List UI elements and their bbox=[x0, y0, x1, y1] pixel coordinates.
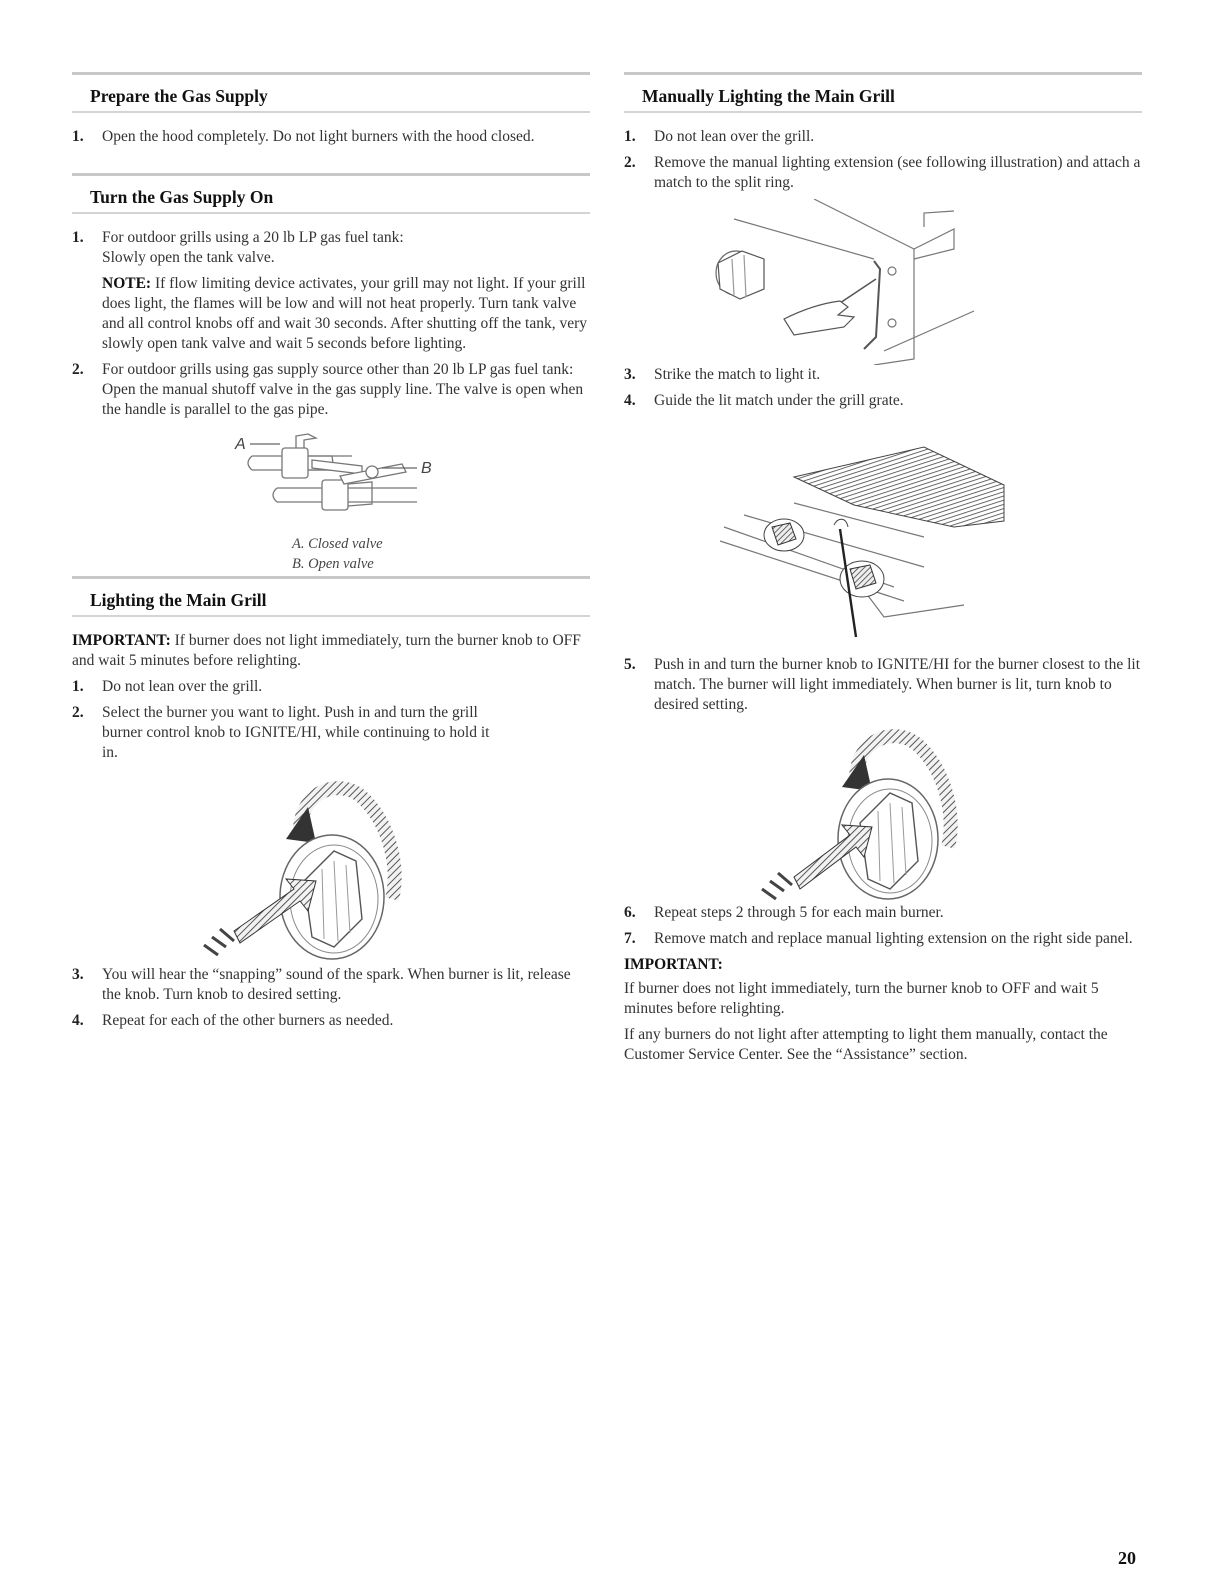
valve-label-b: B bbox=[421, 460, 432, 477]
grate-illustration bbox=[624, 417, 1142, 655]
lighting-main-grill-header bbox=[72, 576, 590, 617]
caption-closed-valve: A. Closed valve bbox=[292, 536, 383, 552]
knob-turn-figure-right bbox=[624, 721, 1142, 903]
section-title: Prepare the Gas Supply bbox=[90, 86, 268, 106]
important-heading: IMPORTANT: bbox=[624, 956, 723, 973]
list-item: 1. For outdoor grills using a 20 lb LP gas fuel tank: Slowly open the tank valve. NOTE: If flow limiting device activates, your grill may not light. If your grill does light, the flames will be low and will not heat properly. Turn tank valve and all control knobs off and wait 30 seconds. After shutting off the tank, very slowly open tank valve and wait 5 seconds before lighting. bbox=[72, 228, 590, 354]
section-title: Turn the Gas Supply On bbox=[90, 187, 274, 207]
list-item: 3. You will hear the “snapping” sound of the spark. When burner is lit, release the knob. Turn knob to desired setting. bbox=[72, 966, 571, 1003]
list-item: 6. Repeat steps 2 through 5 for each main burner. bbox=[624, 904, 944, 921]
turn-gas-supply-on-header bbox=[72, 173, 590, 214]
prepare-gas-supply-header bbox=[72, 72, 590, 113]
valve-illustration bbox=[72, 426, 590, 526]
right-column bbox=[624, 72, 1142, 1071]
page-number: 20 bbox=[1118, 1548, 1136, 1568]
list-item: 2. For outdoor grills using gas supply source other than 20 lb LP gas fuel tank: Open the manual shutoff valve in the gas supply line. The valve is open when the handle is parallel to the gas pipe. bbox=[72, 361, 584, 418]
left-column bbox=[72, 72, 590, 1037]
list-item: 1. Do not lean over the grill. bbox=[72, 678, 263, 695]
list-item: 3. Strike the match to light it. bbox=[624, 366, 821, 383]
section-title: Manually Lighting the Main Grill bbox=[642, 86, 895, 106]
list-item: 4. Guide the lit match under the grill grate. bbox=[624, 392, 904, 409]
extension-illustration bbox=[624, 199, 1142, 365]
grill-grate-figure bbox=[624, 417, 1142, 655]
important-paragraph: If burner does not light immediately, turn the burner knob to OFF and wait 5 minutes before relighting. bbox=[624, 980, 1099, 1017]
section-title: Lighting the Main Grill bbox=[90, 590, 267, 610]
list-item: 5. Push in and turn the burner knob to IGNITE/HI for the burner closest to the lit match. The burner will light immediately. When burner is lit, turn knob to desired setting. bbox=[624, 656, 1140, 713]
list-item: 2. Remove the manual lighting extension (see following illustration) and attach a match to the split ring. bbox=[624, 154, 1141, 191]
note-paragraph: NOTE: If flow limiting device activates, your grill may not light. If your grill does light, the flames will be low and will not heat properly. Turn tank valve and all control knobs off and wait 30 seconds. After shutting off the tank, very slowly open tank valve and wait 5 seconds before lighting. bbox=[102, 275, 587, 352]
lighting-extension-figure bbox=[624, 199, 1142, 365]
valve-figure bbox=[72, 426, 590, 576]
caption-open-valve: B. Open valve bbox=[292, 556, 374, 572]
knob-push-turn-figure bbox=[72, 769, 590, 965]
list-item: 1. Open the hood completely. Do not light burners with the hood closed. bbox=[72, 128, 535, 145]
manually-lighting-header bbox=[624, 72, 1142, 113]
list-item: 1. Do not lean over the grill. bbox=[624, 128, 815, 145]
list-item: 7. Remove match and replace manual lighting extension on the right side panel. bbox=[624, 930, 1133, 947]
important-paragraph: IMPORTANT: If burner does not light immediately, turn the burner knob to OFF and wait 5 minutes before relighting. bbox=[72, 632, 581, 669]
knob-illustration bbox=[72, 769, 590, 965]
knob-illustration-right bbox=[624, 721, 1142, 903]
important-paragraph: If any burners do not light after attempting to light them manually, contact the Customer Service Center. See the “Assistance” section. bbox=[624, 1026, 1108, 1063]
list-item: 4. Repeat for each of the other burners as needed. bbox=[72, 1012, 394, 1029]
list-item: 2. Select the burner you want to light. Push in and turn the grill burner control knob to IGNITE/HI, while continuing to hold it in. bbox=[72, 704, 490, 761]
valve-label-a: A bbox=[235, 436, 246, 453]
